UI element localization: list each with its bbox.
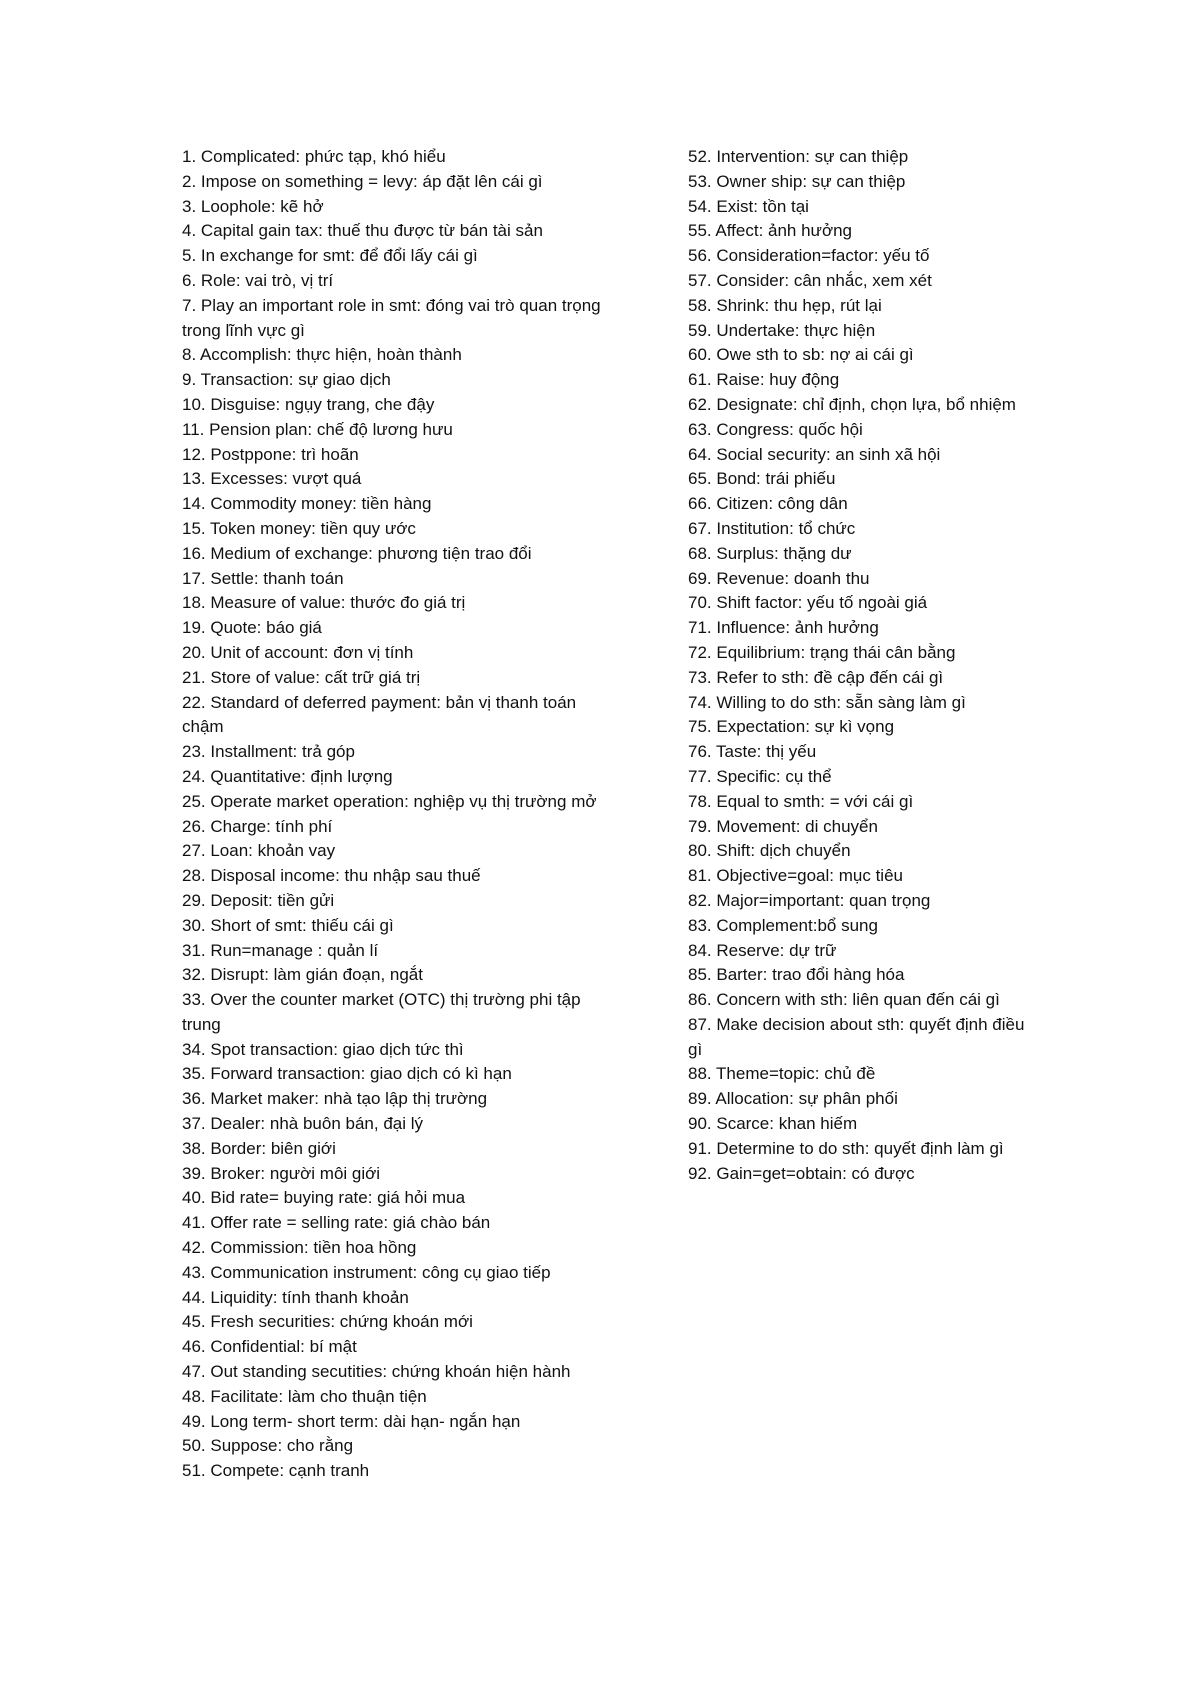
vocabulary-entry: 38. Border: biên giới	[182, 1138, 336, 1158]
vocabulary-entry: 10. Disguise: ngụy trang, che đậy	[182, 394, 435, 414]
vocabulary-entry: 81. Objective=goal: mục tiêu	[688, 866, 903, 886]
vocabulary-entry: 70. Shift factor: yếu tố ngoài giá	[688, 593, 928, 613]
vocabulary-entry: 60. Owe sth to sb: nợ ai cái gì	[688, 345, 914, 365]
vocabulary-entry: 65. Bond: trái phiếu	[688, 469, 836, 489]
vocabulary-entry: 53. Owner ship: sự can thiệp	[688, 171, 906, 191]
vocabulary-entry: 49. Long term- short term: dài hạn- ngắn hạn	[182, 1411, 521, 1431]
vocabulary-entry: 90. Scarce: khan hiếm	[688, 1114, 858, 1134]
vocabulary-entry: 29. Deposit: tiền gửi	[182, 890, 335, 910]
vocabulary-entry: 51. Compete: cạnh tranh	[182, 1461, 370, 1481]
vocabulary-entry: 64. Social security: an sinh xã hội	[688, 444, 941, 464]
vocabulary-entry: 61. Raise: huy động	[688, 370, 840, 390]
vocabulary-entry: 19. Quote: báo giá	[182, 618, 322, 638]
vocabulary-entry: 56. Consideration=factor: yếu tố	[688, 246, 930, 266]
vocabulary-entry: 52. Intervention: sự can thiệp	[688, 147, 909, 166]
vocabulary-entry: 63. Congress: quốc hội	[688, 419, 863, 439]
vocabulary-entry: 33. Over the counter market (OTC) thị trường phi tập trung	[182, 990, 581, 1034]
vocabulary-entry: 1. Complicated: phức tạp, khó hiểu	[182, 147, 446, 166]
vocabulary-entry: 66. Citizen: công dân	[688, 494, 848, 514]
vocabulary-entry: 20. Unit of account: đơn vị tính	[182, 642, 414, 662]
vocabulary-entry: 30. Short of smt: thiếu cái gì	[182, 915, 394, 935]
vocabulary-entry: 68. Surplus: thặng dư	[688, 543, 852, 563]
vocabulary-entry: 25. Operate market operation: nghiệp vụ thị trường mở	[182, 791, 597, 811]
vocabulary-entry: 39. Broker: người môi giới	[182, 1163, 381, 1183]
vocabulary-entry: 2. Impose on something = levy: áp đặt lên cái gì	[182, 171, 543, 191]
vocabulary-entry: 55. Affect: ảnh hưởng	[688, 221, 852, 241]
vocabulary-entry: 23. Installment: trả góp	[182, 742, 355, 762]
vocabulary-entry: 43. Communication instrument: công cụ giao tiếp	[182, 1262, 551, 1282]
vocabulary-entry: 3. Loophole: kẽ hở	[182, 196, 324, 216]
vocabulary-entry: 87. Make decision about sth: quyết định điều gì	[688, 1014, 1025, 1059]
vocabulary-entry: 72. Equilibrium: trạng thái cân bằng	[688, 642, 956, 662]
vocabulary-entry: 62. Designate: chỉ định, chọn lựa, bổ nhiệm	[688, 394, 1016, 414]
vocabulary-entry: 75. Expectation: sự kì vọng	[688, 717, 895, 737]
vocabulary-entry: 21. Store of value: cất trữ giá trị	[182, 667, 421, 687]
vocabulary-entry: 18. Measure of value: thước đo giá trị	[182, 593, 466, 613]
vocabulary-list-right	[688, 145, 1038, 1186]
vocabulary-entry: 36. Market maker: nhà tạo lập thị trường	[182, 1089, 488, 1109]
vocabulary-entry: 54. Exist: tồn tại	[688, 196, 809, 216]
vocabulary-entry: 16. Medium of exchange: phương tiện trao đổi	[182, 543, 532, 563]
vocabulary-entry: 82. Major=important: quan trọng	[688, 890, 931, 910]
vocabulary-entry: 44. Liquidity: tính thanh khoản	[182, 1287, 409, 1307]
vocabulary-entry: 46. Confidential: bí mật	[182, 1337, 357, 1357]
vocabulary-entry: 59. Undertake: thực hiện	[688, 320, 876, 340]
vocabulary-entry: 80. Shift: dịch chuyển	[688, 841, 851, 861]
vocabulary-entry: 47. Out standing secutities: chứng khoán hiện hành	[182, 1362, 571, 1382]
vocabulary-entry: 15. Token money: tiền quy ước	[182, 518, 416, 538]
vocabulary-entry: 8. Accomplish: thực hiện, hoàn thành	[182, 345, 462, 365]
vocabulary-entry: 89. Allocation: sự phân phối	[688, 1089, 898, 1109]
vocabulary-entry: 57. Consider: cân nhắc, xem xét	[688, 270, 932, 290]
vocabulary-entry: 35. Forward transaction: giao dịch có kì hạn	[182, 1064, 512, 1084]
vocabulary-entry: 34. Spot transaction: giao dịch tức thì	[182, 1039, 464, 1059]
vocabulary-entry: 85. Barter: trao đổi hàng hóa	[688, 965, 905, 985]
vocabulary-entry: 69. Revenue: doanh thu	[688, 568, 870, 588]
vocabulary-entry: 22. Standard of deferred payment: bản vị thanh toán chậm	[182, 692, 577, 737]
vocabulary-entry: 13. Excesses: vượt quá	[182, 469, 362, 489]
vocabulary-entry: 14. Commodity money: tiền hàng	[182, 494, 432, 514]
vocabulary-entry: 71. Influence: ảnh hưởng	[688, 618, 879, 638]
vocabulary-entry: 4. Capital gain tax: thuế thu được từ bán tài sản	[182, 221, 543, 241]
vocabulary-entry: 7. Play an important role in smt: đóng vai trò quan trọng trong lĩnh vực gì	[182, 295, 601, 340]
vocabulary-entry: 11. Pension plan: chế độ lương hưu	[182, 419, 453, 439]
vocabulary-entry: 78. Equal to smth: = với cái gì	[688, 791, 914, 811]
vocabulary-entry: 74. Willing to do sth: sẵn sàng làm gì	[688, 692, 966, 712]
vocabulary-entry: 91. Determine to do sth: quyết định làm gì	[688, 1138, 1004, 1158]
vocabulary-entry: 9. Transaction: sự giao dịch	[182, 370, 391, 390]
vocabulary-entry: 37. Dealer: nhà buôn bán, đại lý	[182, 1114, 424, 1134]
vocabulary-entry: 77. Specific: cụ thể	[688, 766, 832, 786]
vocabulary-entry: 26. Charge: tính phí	[182, 816, 333, 836]
vocabulary-entry: 45. Fresh securities: chứng khoán mới	[182, 1312, 473, 1332]
vocabulary-entry: 32. Disrupt: làm gián đoạn, ngắt	[182, 965, 423, 985]
vocabulary-entry: 6. Role: vai trò, vị trí	[182, 270, 334, 290]
vocabulary-entry: 58. Shrink: thu hẹp, rút lại	[688, 295, 882, 315]
vocabulary-entry: 17. Settle: thanh toán	[182, 568, 344, 588]
vocabulary-entry: 12. Postppone: trì hoãn	[182, 444, 359, 464]
vocabulary-entry: 40. Bid rate= buying rate: giá hỏi mua	[182, 1188, 466, 1208]
vocabulary-entry: 73. Refer to sth: đề cập đến cái gì	[688, 667, 944, 687]
vocabulary-entry: 86. Concern with sth: liên quan đến cái gì	[688, 990, 1000, 1010]
vocabulary-entry: 92. Gain=get=obtain: có được	[688, 1163, 915, 1183]
vocabulary-entry: 42. Commission: tiền hoa hồng	[182, 1238, 417, 1258]
vocabulary-list-left	[182, 145, 602, 1484]
vocabulary-entry: 48. Facilitate: làm cho thuận tiện	[182, 1386, 427, 1406]
vocabulary-entry: 84. Reserve: dự trữ	[688, 940, 837, 960]
vocabulary-entry: 76. Taste: thị yếu	[688, 742, 817, 762]
vocabulary-entry: 67. Institution: tổ chức	[688, 518, 856, 538]
vocabulary-entry: 5. In exchange for smt: để đổi lấy cái gì	[182, 246, 478, 266]
vocabulary-entry: 79. Movement: di chuyển	[688, 816, 878, 836]
vocabulary-entry: 28. Disposal income: thu nhập sau thuế	[182, 866, 481, 886]
vocabulary-entry: 24. Quantitative: định lượng	[182, 766, 393, 786]
vocabulary-entry: 27. Loan: khoản vay	[182, 841, 336, 861]
vocabulary-entry: 50. Suppose: cho rằng	[182, 1436, 354, 1456]
vocabulary-entry: 41. Offer rate = selling rate: giá chào bán	[182, 1213, 491, 1233]
vocabulary-entry: 88. Theme=topic: chủ đề	[688, 1064, 876, 1084]
vocabulary-entry: 31. Run=manage : quản lí	[182, 940, 379, 960]
vocabulary-entry: 83. Complement:bổ sung	[688, 915, 878, 935]
